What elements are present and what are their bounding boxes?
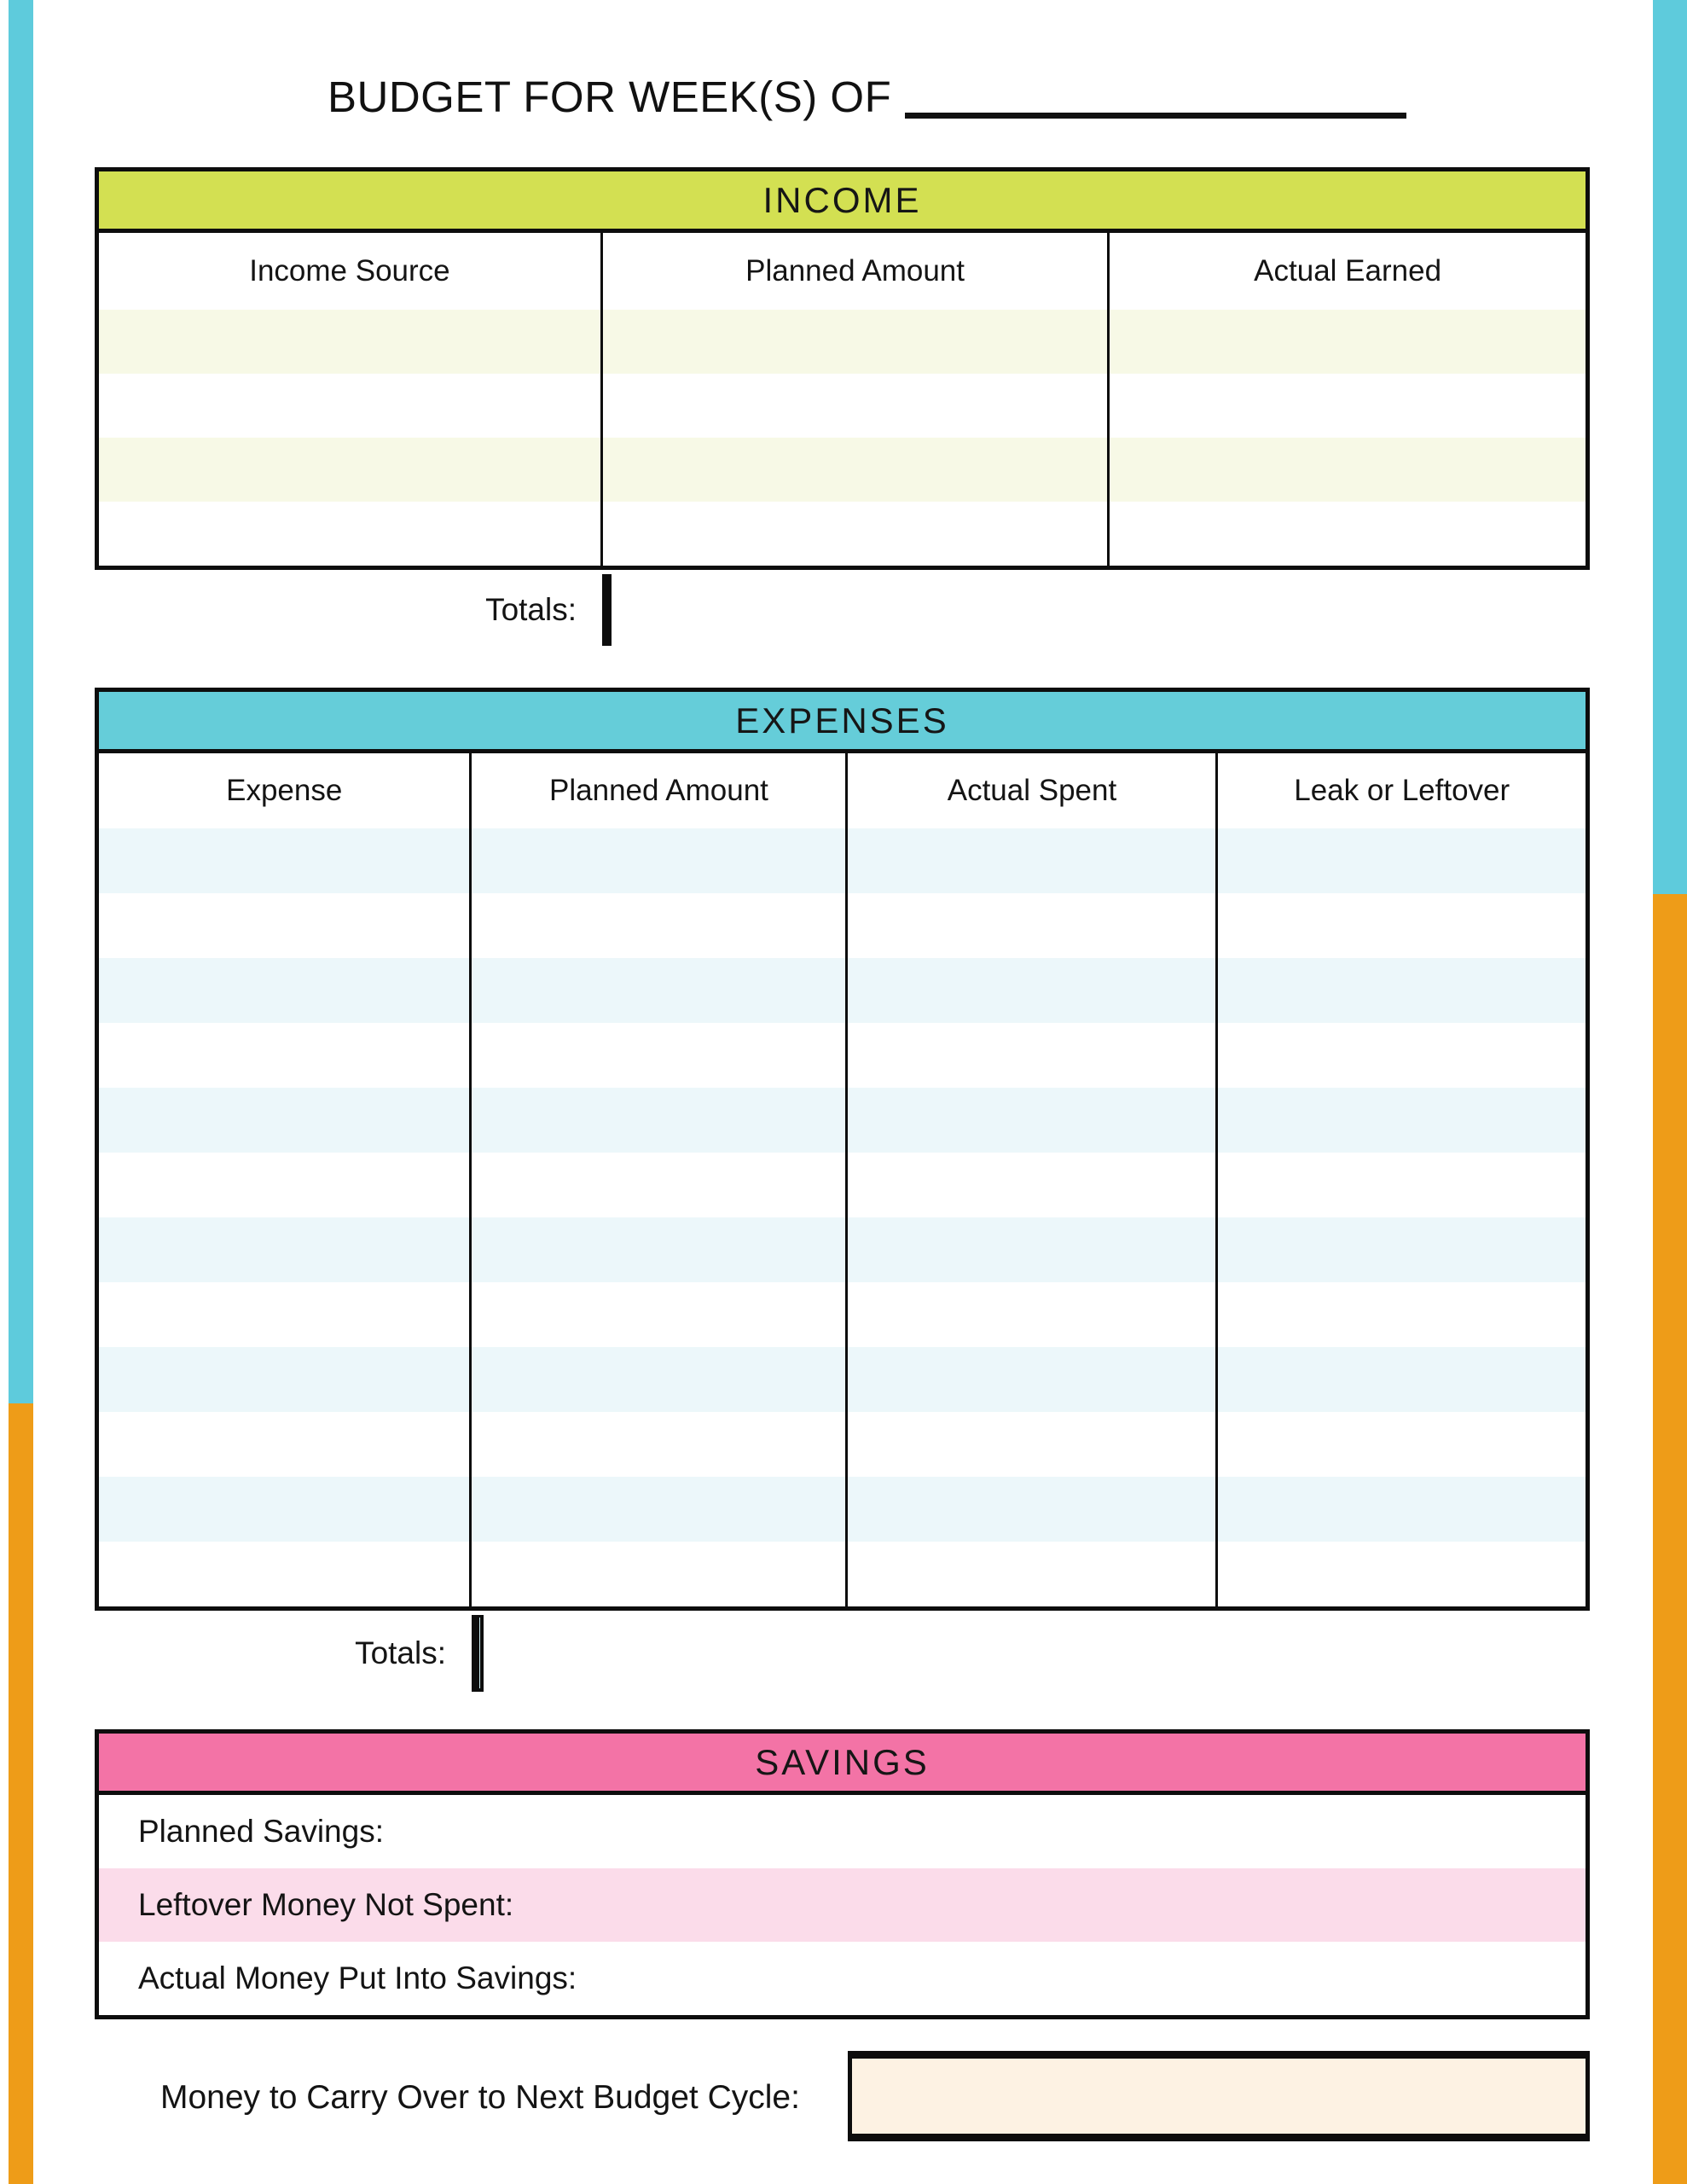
expenses-totals-label: Totals: [95, 1615, 472, 1692]
expenses-col-header-planned: Planned Amount [472, 753, 848, 828]
expense-entry-cell[interactable] [99, 828, 472, 893]
expense-entry-cell[interactable] [472, 893, 848, 958]
income-totals-label: Totals: [95, 574, 602, 646]
income-col-header-planned: Planned Amount [603, 233, 1110, 310]
expense-entry-cell[interactable] [848, 1542, 1218, 1606]
income-entry-cell[interactable] [1110, 438, 1586, 502]
table-row [99, 828, 1586, 893]
left-border-stripe [9, 0, 33, 2184]
income-entry-cell[interactable] [603, 502, 1110, 566]
expense-entry-cell[interactable] [472, 1282, 848, 1347]
table-row [99, 1153, 1586, 1217]
income-entry-cell[interactable] [1110, 502, 1586, 566]
income-entry-cell[interactable] [99, 438, 603, 502]
expense-entry-cell[interactable] [1218, 1088, 1586, 1153]
expense-entry-cell[interactable] [1218, 828, 1586, 893]
expense-entry-cell[interactable] [848, 1477, 1218, 1542]
savings-section-header: SAVINGS [99, 1734, 1586, 1795]
table-row [99, 893, 1586, 958]
expense-entry-cell[interactable] [848, 828, 1218, 893]
income-entry-cell[interactable] [603, 374, 1110, 438]
table-row [99, 374, 1586, 438]
expenses-col-header-leak: Leak or Leftover [1294, 774, 1510, 807]
expense-entry-cell[interactable] [1218, 1023, 1586, 1088]
income-section-header: INCOME [99, 171, 1586, 233]
expense-total-cell[interactable] [478, 1618, 480, 1688]
right-stripe-teal-segment [1653, 0, 1687, 894]
right-stripe-orange-segment [1653, 894, 1687, 2184]
expense-entry-cell[interactable] [848, 893, 1218, 958]
expenses-section-header: EXPENSES [99, 692, 1586, 753]
expense-entry-cell[interactable] [472, 1023, 848, 1088]
savings-planned-label: Planned Savings: [138, 1814, 384, 1849]
expense-entry-cell[interactable] [848, 1282, 1218, 1347]
expenses-table-body [99, 828, 1586, 1606]
income-totals-cells [602, 574, 612, 646]
expense-entry-cell[interactable] [99, 1477, 472, 1542]
income-entry-cell[interactable] [99, 310, 603, 374]
expense-entry-cell[interactable] [1218, 958, 1586, 1023]
expense-entry-cell[interactable] [99, 1542, 472, 1606]
expense-entry-cell[interactable] [472, 1153, 848, 1217]
carry-over-input-box[interactable] [848, 2051, 1590, 2141]
expense-entry-cell[interactable] [1218, 1412, 1586, 1477]
income-column-header-row [99, 233, 1586, 310]
savings-row-leftover[interactable] [99, 1868, 1586, 1942]
table-row [99, 1217, 1586, 1282]
income-col-header-actual: Actual Earned [1254, 254, 1442, 288]
page-title [328, 72, 1406, 122]
expense-entry-cell[interactable] [1218, 1217, 1586, 1282]
table-row [99, 1412, 1586, 1477]
page-title-text: BUDGET FOR WEEK(S) OF [328, 73, 892, 121]
income-entry-cell[interactable] [99, 374, 603, 438]
income-entry-cell[interactable] [603, 310, 1110, 374]
expense-entry-cell[interactable] [99, 1088, 472, 1153]
table-row [99, 1347, 1586, 1412]
savings-box [95, 1729, 1590, 2019]
expense-entry-cell[interactable] [472, 828, 848, 893]
expense-entry-cell[interactable] [472, 1217, 848, 1282]
expense-entry-cell[interactable] [1218, 893, 1586, 958]
savings-actual-label: Actual Money Put Into Savings: [138, 1960, 577, 1995]
expense-entry-cell[interactable] [848, 1088, 1218, 1153]
expense-entry-cell[interactable] [848, 1023, 1218, 1088]
expenses-totals-cells [472, 1615, 484, 1692]
savings-leftover-label: Leftover Money Not Spent: [138, 1887, 514, 1922]
savings-row-planned[interactable] [99, 1795, 1586, 1868]
income-table [95, 167, 1590, 570]
expense-entry-cell[interactable] [472, 958, 848, 1023]
income-entry-cell[interactable] [603, 438, 1110, 502]
expense-entry-cell[interactable] [99, 1347, 472, 1412]
income-col-header-source: Income Source [99, 233, 603, 310]
right-border-stripe [1653, 0, 1687, 2184]
table-row [99, 310, 1586, 374]
expense-entry-cell[interactable] [99, 893, 472, 958]
expense-entry-cell[interactable] [1218, 1282, 1586, 1347]
expense-entry-cell[interactable] [99, 1153, 472, 1217]
table-row [99, 1023, 1586, 1088]
expenses-col-header-expense: Expense [99, 753, 472, 828]
savings-row-actual[interactable] [99, 1942, 1586, 2015]
income-totals-row [95, 574, 612, 646]
expense-entry-cell[interactable] [99, 1217, 472, 1282]
table-row [99, 502, 1586, 566]
expense-entry-cell[interactable] [848, 1347, 1218, 1412]
expense-entry-cell[interactable] [472, 1088, 848, 1153]
table-row [99, 1542, 1586, 1606]
table-row [99, 958, 1586, 1023]
expense-entry-cell[interactable] [99, 1412, 472, 1477]
income-table-body [99, 310, 1586, 566]
week-date-blank-line[interactable] [905, 84, 1406, 119]
expense-entry-cell[interactable] [99, 1023, 472, 1088]
carry-over-label: Money to Carry Over to Next Budget Cycle: [160, 2078, 800, 2116]
income-total-cell[interactable] [607, 577, 608, 642]
expense-entry-cell[interactable] [472, 1542, 848, 1606]
expense-entry-cell[interactable] [1218, 1153, 1586, 1217]
table-row [99, 438, 1586, 502]
income-entry-cell[interactable] [1110, 310, 1586, 374]
income-entry-cell[interactable] [99, 502, 603, 566]
expense-entry-cell[interactable] [848, 1412, 1218, 1477]
left-stripe-orange-segment [9, 1403, 33, 2184]
expense-entry-cell[interactable] [472, 1477, 848, 1542]
expenses-col-header-spent: Actual Spent [848, 753, 1218, 828]
table-row [99, 1282, 1586, 1347]
expense-entry-cell[interactable] [99, 1282, 472, 1347]
table-row [99, 1477, 1586, 1542]
expense-entry-cell[interactable] [1218, 1347, 1586, 1412]
expenses-totals-row [95, 1615, 484, 1692]
expense-entry-cell[interactable] [1218, 1542, 1586, 1606]
expenses-table [95, 688, 1590, 1611]
expense-entry-cell[interactable] [848, 1217, 1218, 1282]
expense-entry-cell[interactable] [1218, 1477, 1586, 1542]
expense-entry-cell[interactable] [99, 958, 472, 1023]
expense-entry-cell[interactable] [848, 1153, 1218, 1217]
expense-entry-cell[interactable] [848, 958, 1218, 1023]
left-stripe-teal-segment [9, 0, 33, 1403]
expense-entry-cell[interactable] [472, 1412, 848, 1477]
expense-entry-cell[interactable] [472, 1347, 848, 1412]
table-row [99, 1088, 1586, 1153]
expenses-column-header-row [99, 753, 1586, 828]
income-entry-cell[interactable] [1110, 374, 1586, 438]
